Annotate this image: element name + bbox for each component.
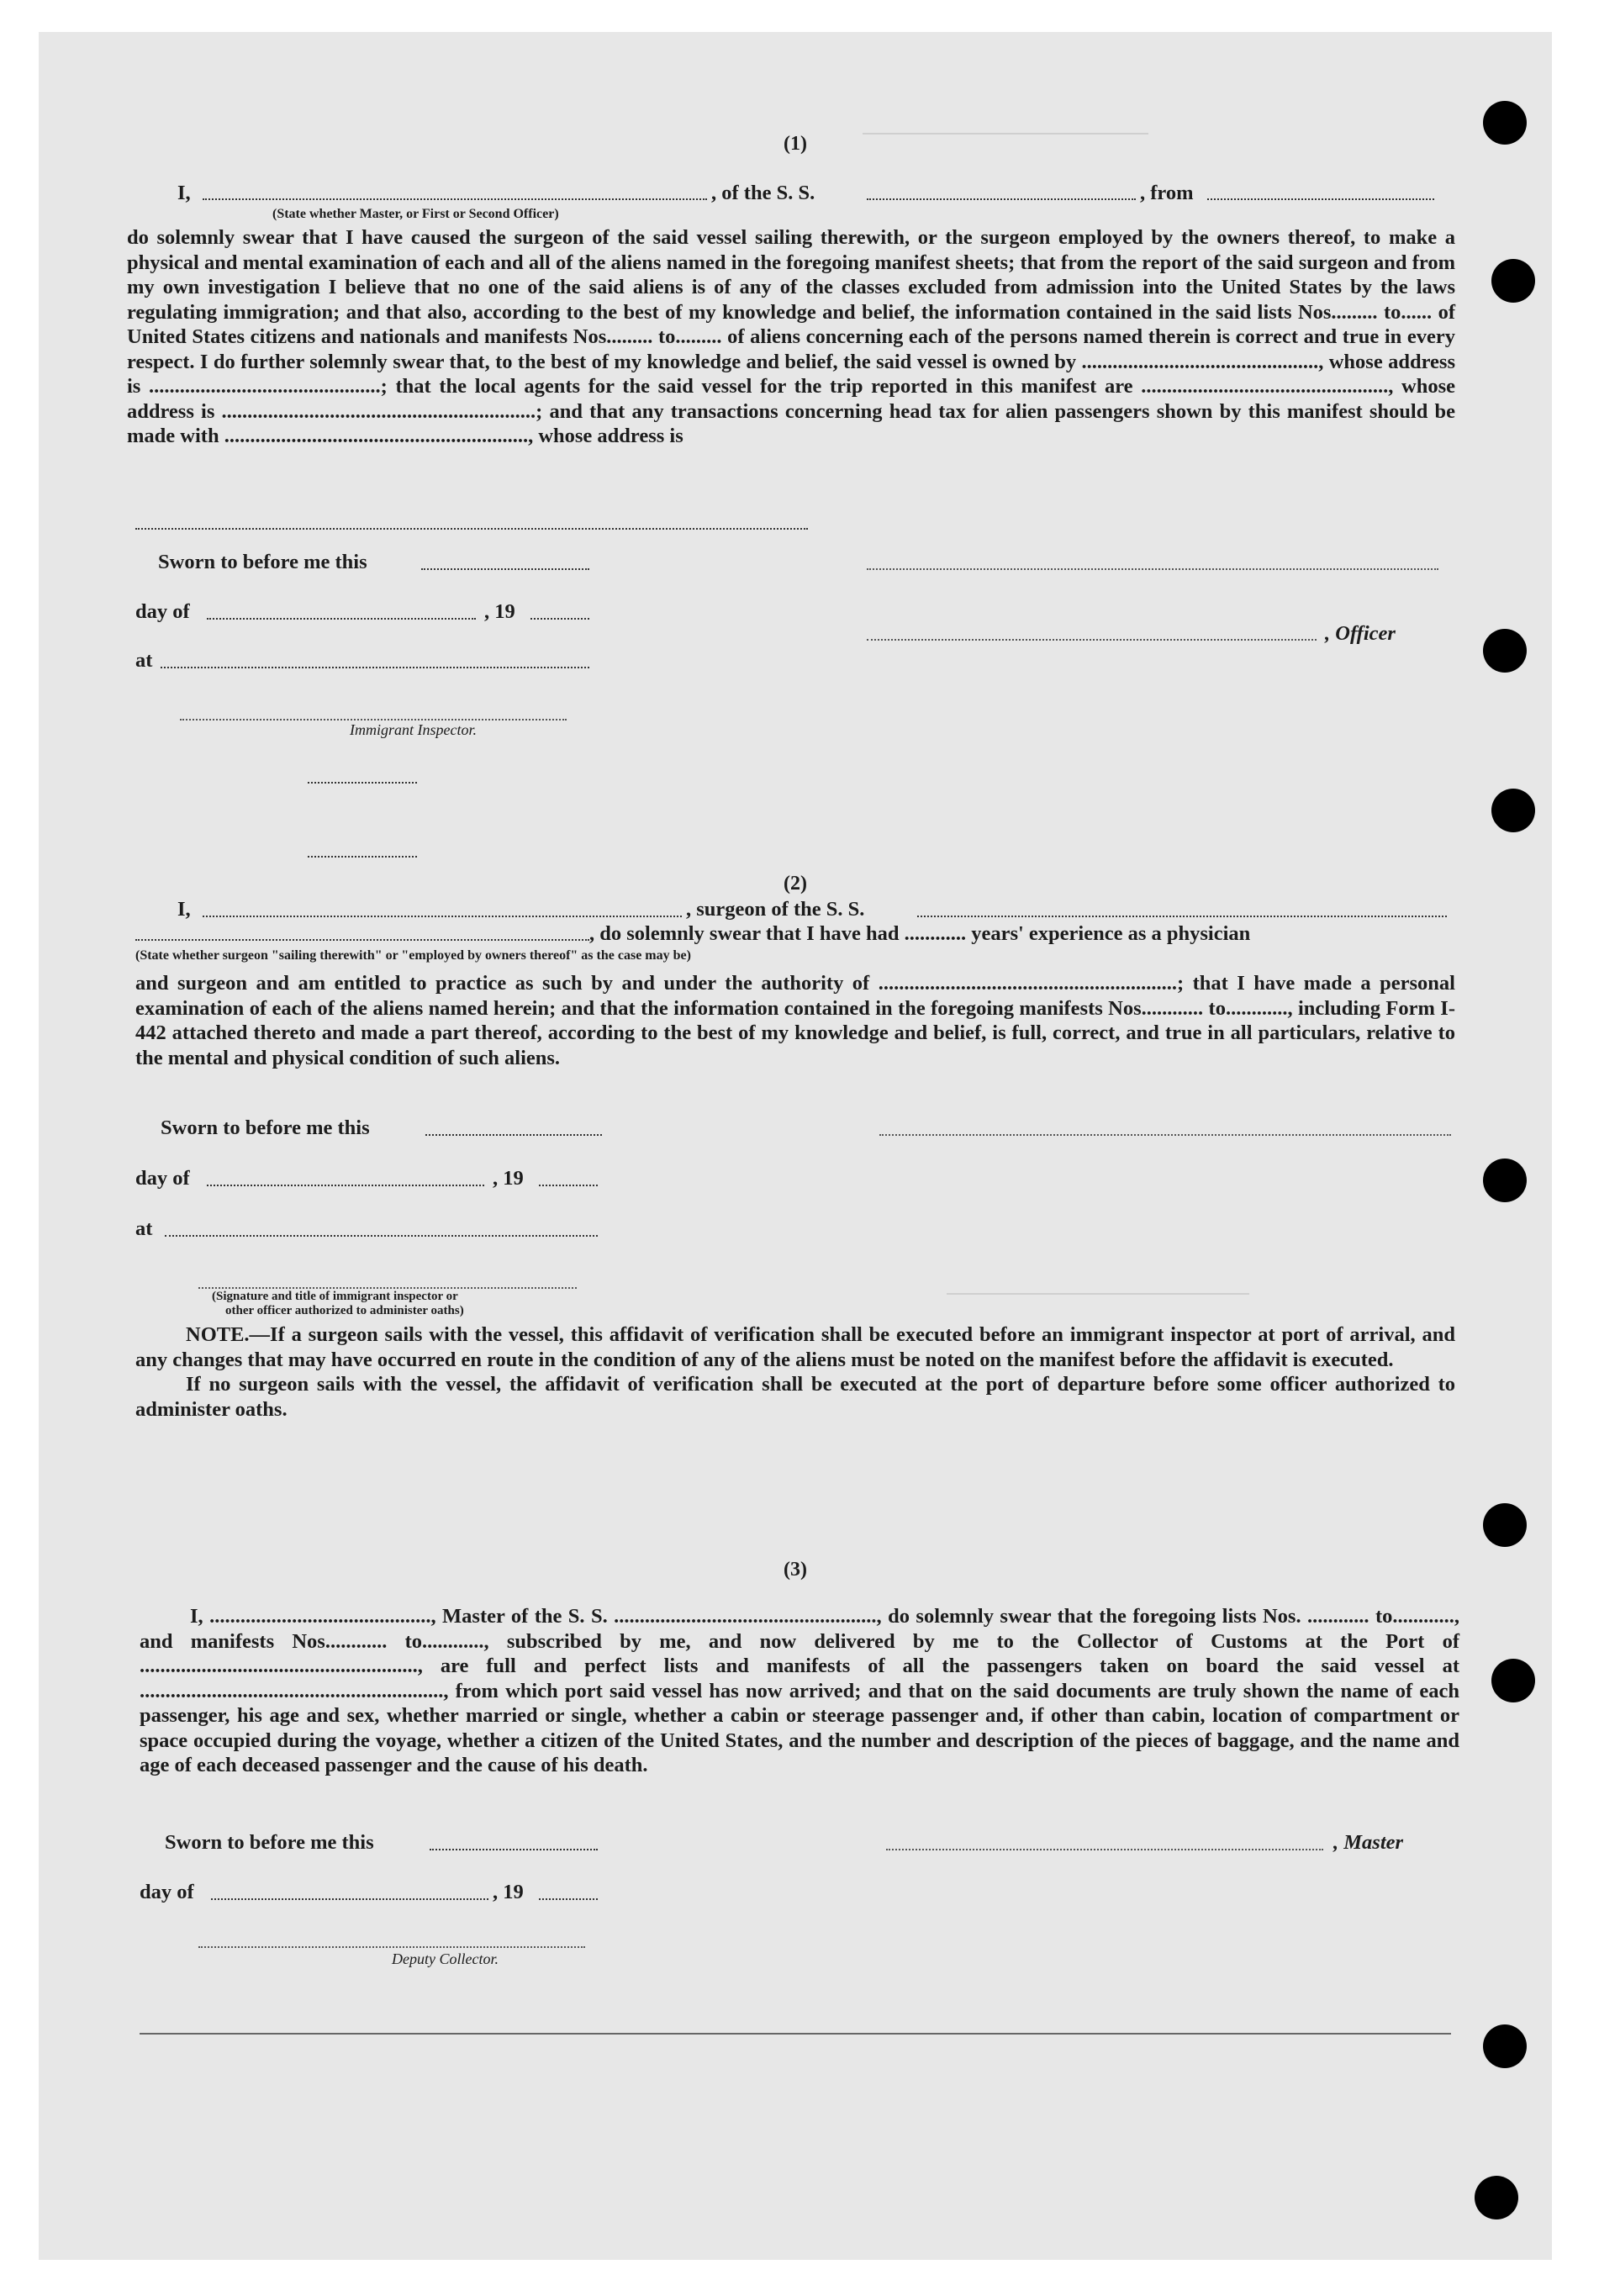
punch-hole	[1483, 2024, 1527, 2068]
section-1-day-of: day of	[135, 600, 190, 623]
section-3-body: I, ..........................................., Master of the S. S. ..................................................., do solemnly swear that the foregoing lists Nos. ............ to............, and manifests Nos............ to............, subscribed by me, and now delivered by me to the Collector of Customs at the Port of ......................................................, are full and perfect lists and manifests of all the passengers taken on board the said vessel at ..........................................................., from which port said vessel has now arrived; and that on the said documents are truly shown the name of each passenger, his age and sex, whether married or single, whether a cabin or steerage passenger and, if other than cabin, location of compartment or space occupied during the voyage, whether a citizen of the United States, and the number and description of the pieces of baggage, and the name and age of each deceased passenger and the cause of his death.	[140, 1605, 1459, 1776]
fill-line[interactable]	[1207, 198, 1434, 200]
fill-line[interactable]	[203, 198, 707, 200]
section-2-caption: (State whether surgeon "sailing therewith" or "employed by owners thereof" as the case may be)	[135, 948, 691, 963]
bleed-through-mark	[947, 1293, 1249, 1295]
section-1-at: at	[135, 649, 153, 672]
section-2-body: and surgeon and am entitled to practice as such by and under the authority of ..........................................................; that I have made a personal examination of each of the aliens named herein; and that the information contained in the foregoing manifests Nos............ to............, including Form I-442 attached thereto and made a part thereof, according to the best of my knowledge and belief, is full, correct, and true in all particulars, relative to the mental and physical condition of such aliens.	[135, 972, 1455, 1069]
bottom-rule	[140, 2033, 1451, 2035]
section-2-at: at	[135, 1217, 153, 1240]
punch-hole	[1491, 789, 1535, 832]
section-3-year: , 19	[493, 1881, 524, 1903]
punch-hole	[1483, 629, 1527, 673]
section-3-sworn: Sworn to before me this	[165, 1831, 374, 1854]
section-3-master: , Master	[1333, 1831, 1404, 1854]
section-1-body: do solemnly swear that I have caused the surgeon of the said vessel sailing therewith, or the surgeon employed by the owners thereof, to make a physical and mental examination of each and all of the aliens named in the foregoing manifest sheets; that from the report of the said surgeon and from my own investigation I believe that no one of the said aliens is of any of the classes excluded from admission into the United States by the laws regulating immigration; and that also, according to the best of my knowledge and belief, the information contained in the said lists Nos......... to...... of United States citizens and nationals and manifests Nos......... to......... of aliens concerning each of the persons named therein is correct and true in every respect. I do further solemnly swear that, to the best of my knowledge and belief, the said vessel is owned by .............................................., whose address is .............................................; that the local agents for the said vessel for the trip reported in this manifest are ................................................, whose address is .............................................................; and that any transactions concerning head tax for alien passengers shown by this manifest should be made with ..........................................................., whose address is	[127, 226, 1455, 447]
punch-hole	[1491, 259, 1535, 303]
signature-line[interactable]	[867, 639, 1317, 641]
section-2-swear: , do solemnly swear that I have had ............ years' experience as a physician	[589, 922, 1251, 945]
signature-line[interactable]	[867, 568, 1438, 570]
document-page	[39, 32, 1552, 2260]
section-1-from: , from	[1140, 182, 1194, 204]
section-1-year: , 19	[484, 600, 515, 623]
signature-line[interactable]	[198, 1946, 585, 1948]
fill-line[interactable]	[135, 939, 589, 941]
section-3-number: (3)	[784, 1559, 807, 1581]
signature-line[interactable]	[879, 1134, 1451, 1136]
fill-line[interactable]	[425, 1134, 602, 1136]
section-1-number: (1)	[784, 133, 807, 155]
fill-line[interactable]	[211, 1898, 488, 1900]
fill-line[interactable]	[430, 1849, 598, 1850]
section-1-officer: , Officer	[1325, 622, 1396, 645]
fill-line[interactable]	[203, 916, 682, 917]
section-1-of-ss: , of the S. S.	[711, 182, 815, 204]
section-2-surgeon: , surgeon of the S. S.	[686, 898, 865, 921]
signature-line[interactable]	[886, 1849, 1323, 1850]
section-1-caption: (State whether Master, or First or Second Officer)	[272, 207, 559, 221]
fill-line[interactable]	[539, 1185, 598, 1186]
punch-hole	[1491, 1659, 1535, 1702]
punch-hole	[1475, 2176, 1518, 2219]
section-2-sworn: Sworn to before me this	[161, 1116, 370, 1139]
section-2-note: NOTE.—If a surgeon sails with the vessel, this affidavit of verification shall be executed before an immigrant inspector at port of arrival, and any changes that may have occurred en route in the condition of any of the aliens must be noted on the manifest before the affidavit is executed. If no surgeon sails with the vessel, the affidavit of verification shall be executed at the port of departure before some officer authorized to administer oaths.	[135, 1323, 1455, 1421]
section-2-sig-caption-2: other officer authorized to administer oaths)	[225, 1304, 464, 1317]
fill-line[interactable]	[207, 1185, 484, 1186]
fill-line[interactable]	[308, 856, 417, 858]
signature-line[interactable]	[180, 719, 567, 720]
section-1-sworn: Sworn to before me this	[158, 551, 367, 573]
fill-line[interactable]	[308, 782, 417, 784]
fill-line[interactable]	[539, 1898, 598, 1900]
punch-hole	[1483, 1159, 1527, 1202]
section-1-inspector-caption: Immigrant Inspector.	[350, 721, 477, 738]
fill-line[interactable]	[530, 618, 589, 620]
section-2-sig-caption-1: (Signature and title of immigrant inspector or	[212, 1290, 458, 1303]
section-2-day-of: day of	[135, 1167, 190, 1190]
signature-line[interactable]	[198, 1287, 577, 1289]
fill-line[interactable]	[867, 198, 1136, 200]
section-3-deputy-caption: Deputy Collector.	[392, 1950, 499, 1967]
section-2-year: , 19	[493, 1167, 524, 1190]
section-2-number: (2)	[784, 873, 807, 895]
section-1-line-i: I,	[177, 182, 191, 204]
fill-line[interactable]	[917, 916, 1447, 917]
punch-hole	[1483, 1503, 1527, 1547]
fill-line[interactable]	[165, 1235, 598, 1237]
fill-line[interactable]	[421, 568, 589, 570]
fill-line[interactable]	[135, 528, 808, 530]
fill-line[interactable]	[161, 667, 589, 668]
section-3-day-of: day of	[140, 1881, 194, 1903]
fill-line[interactable]	[207, 618, 476, 620]
section-2-line-i: I,	[177, 898, 191, 921]
